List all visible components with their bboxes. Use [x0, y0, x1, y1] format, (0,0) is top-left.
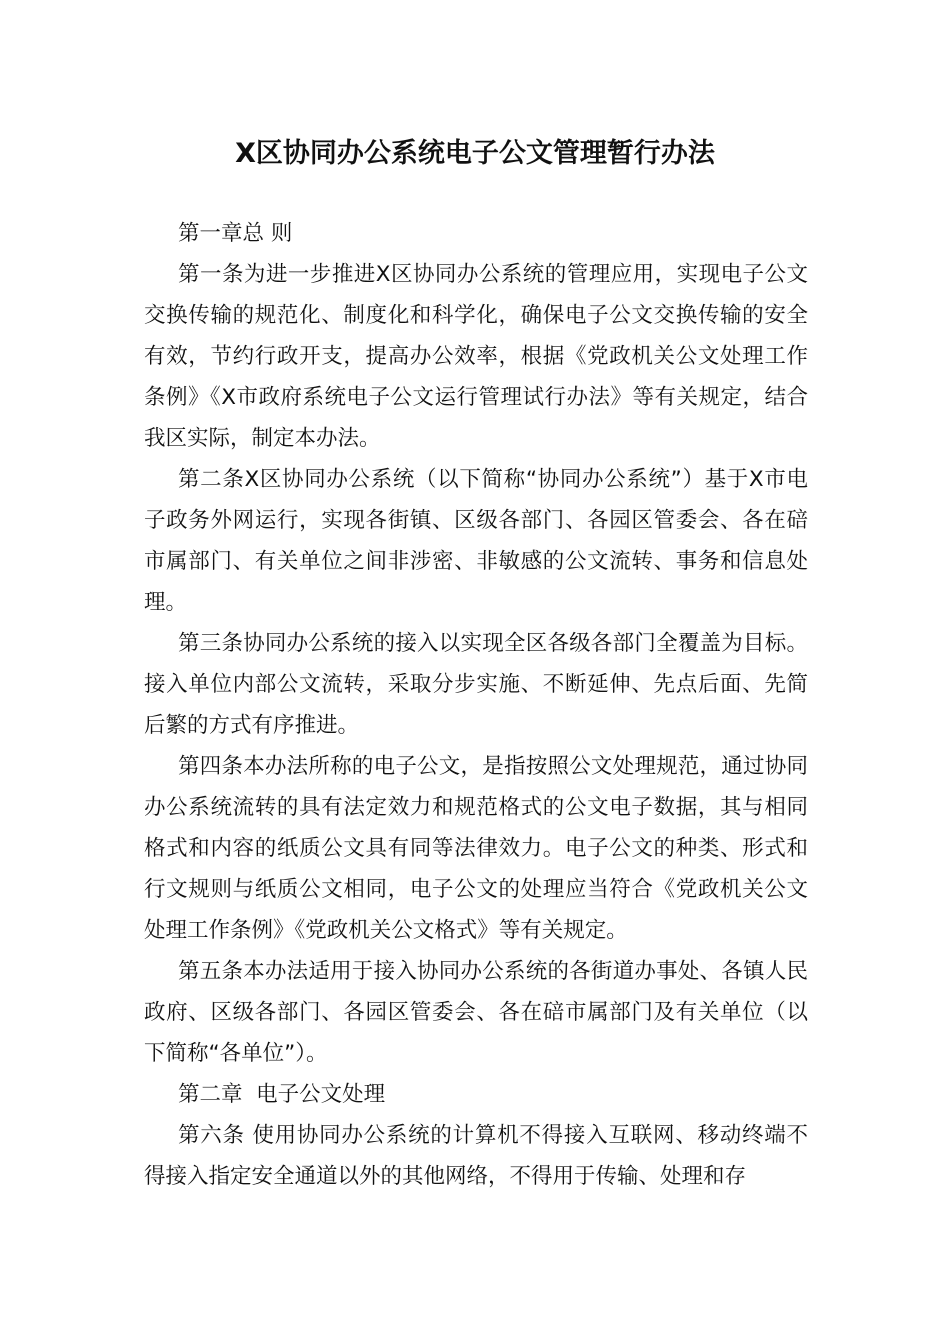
article-5: 第五条本办法适用于接入协同办公系统的各街道办事处、各镇人民政府、区级各部门、各园区管委会、各在碚市属部门及有关单位（以下简称“各单位”）。 — [144, 959, 808, 1066]
chapter-1-heading: 第一章总 则 — [178, 221, 293, 246]
article-3: 第三条协同办公系统的接入以实现全区各级各部门全覆盖为目标。接入单位内部公文流转，采取分步实施、不断延伸、先点后面、先简后繁的方式有序推进。 — [144, 631, 808, 738]
article-4: 第四条本办法所称的电子公文，是指按照公文处理规范，通过协同办公系统流转的具有法定效力和规范格式的公文电子数据，其与相同格式和内容的纸质公文具有同等法律效力。电子公文的种类、形式和行文规则与纸质公文相同，电子公文的处理应当符合《党政机关公文处理工作条例》《党政机关公文格式》等有关规定。 — [144, 754, 808, 943]
document-body — [144, 213, 808, 1197]
chapter-2-heading: 第二章 电子公文处理 — [178, 1082, 386, 1107]
article-1: 第一条为进一步推进X区协同办公系统的管理应用，实现电子公文交换传输的规范化、制度化和科学化，确保电子公文交换传输的安全有效，节约行政开支，提高办公效率，根据《党政机关公文处理工作条例》《X市政府系统电子公文运行管理试行办法》等有关规定，结合我区实际，制定本办法。 — [144, 262, 808, 451]
article-6: 第六条 使用协同办公系统的计算机不得接入互联网、移动终端不得接入指定安全通道以外的其他网络，不得用于传输、处理和存 — [144, 1123, 808, 1189]
document-title: X区协同办公系统电子公文管理暂行办法 — [235, 138, 715, 169]
article-2: 第二条X区协同办公系统（以下简称“协同办公系统”）基于X市电子政务外网运行，实现各街镇、区级各部门、各园区管委会、各在碚市属部门、有关单位之间非涉密、非敏感的公文流转、事务和信息处理。 — [144, 467, 808, 615]
